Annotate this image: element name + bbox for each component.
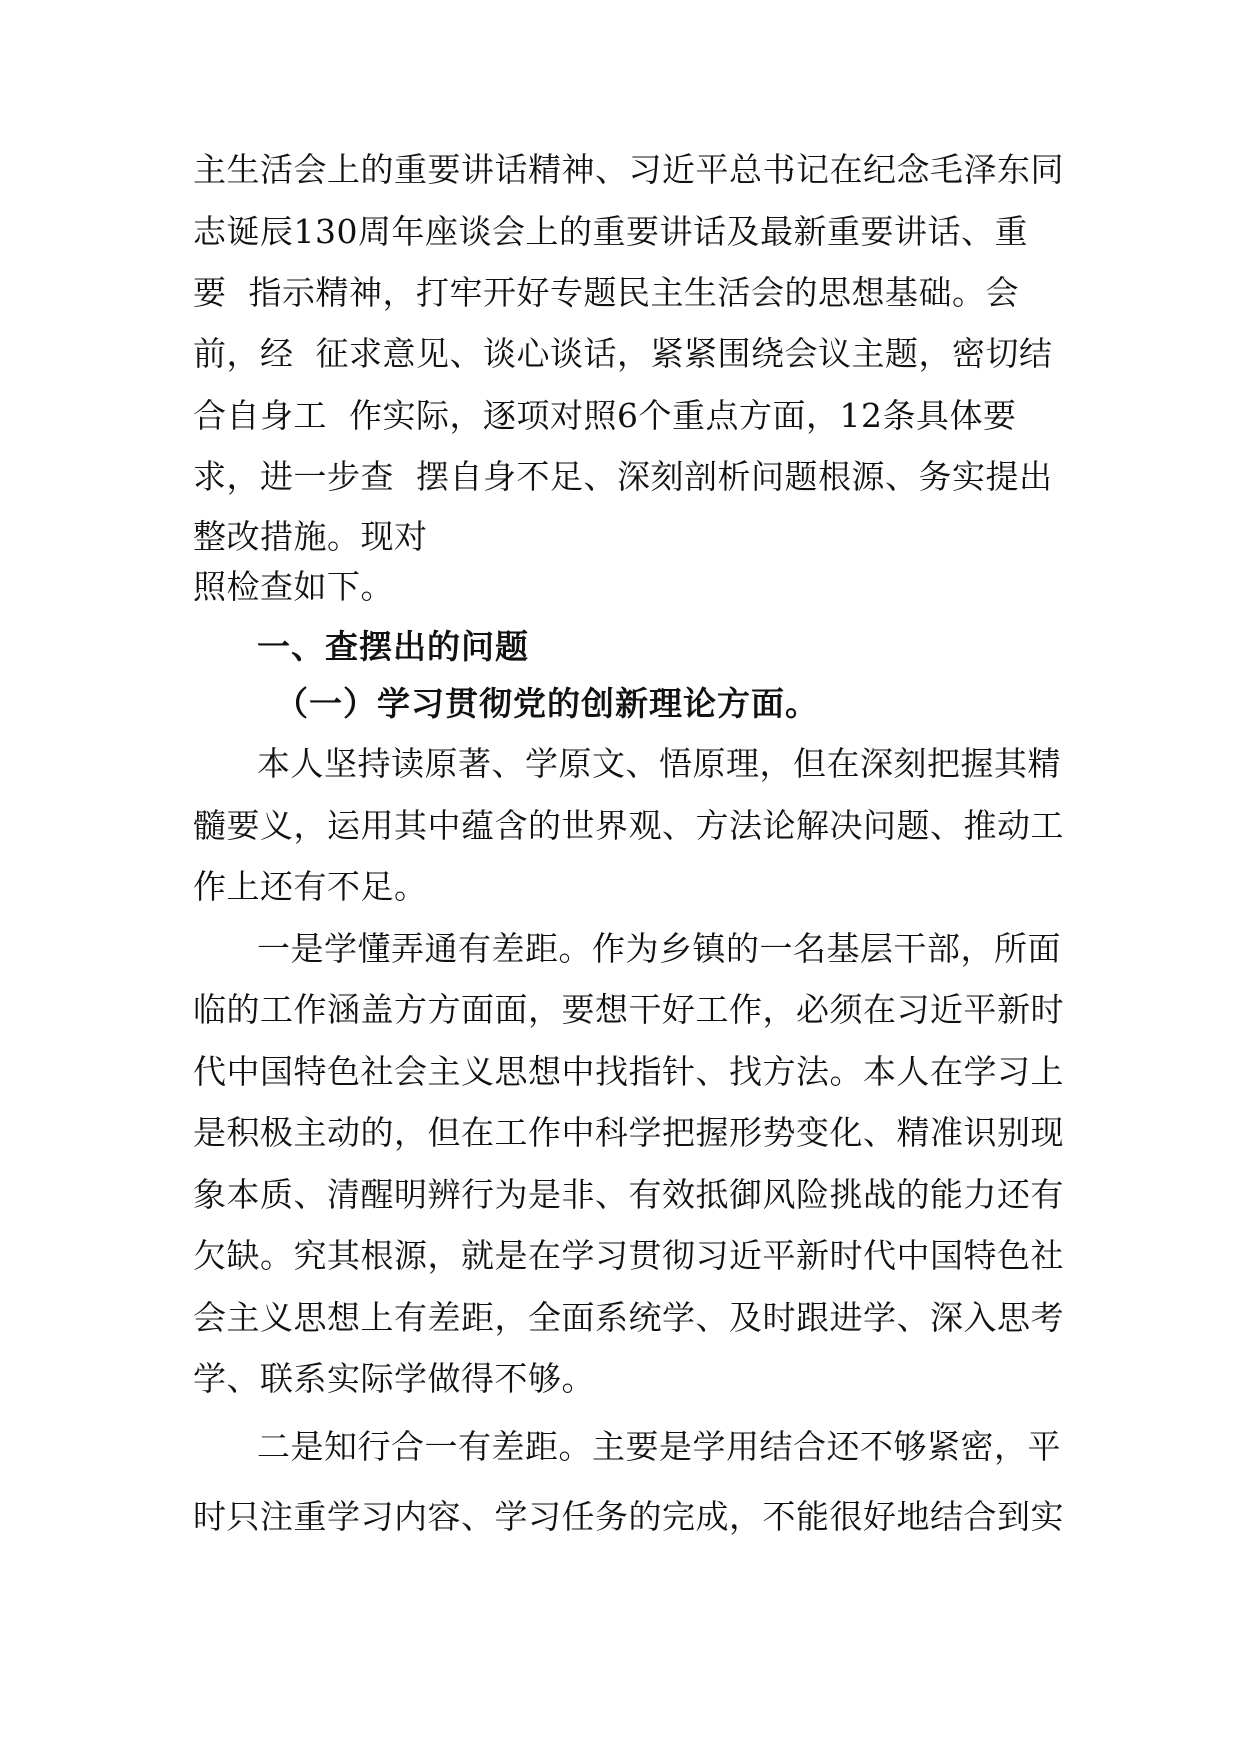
paragraph-line: 代中国特色社会主义思想中找指针、找方法。本人在学习上 [193,1052,1064,1091]
paragraph-line: 本人坚持读原著、学原文、悟原理，但在深刻把握其精 [257,744,1061,783]
intro-line: 合自身工 作实际，逐项对照6个重点方面，12条具体要 [193,396,1017,435]
intro-line: 求，进一步查 摆自身不足、深刻剖析问题根源、务实提出 [193,457,1053,496]
paragraph-line: 临的工作涵盖方方面面，要想干好工作，必须在习近平新时 [193,990,1064,1029]
paragraph-line: 二是知行合一有差距。主要是学用结合还不够紧密，平 [257,1427,1061,1466]
paragraph-line: 象本质、清醒明辨行为是非、有效抵御风险挑战的能力还有 [193,1175,1064,1214]
intro-line: 要 指示精神，打牢开好专题民主生活会的思想基础。会 [193,273,1019,312]
intro-line: 志诞辰130周年座谈会上的重要讲话及最新重要讲话、重 [193,212,1028,251]
intro-line: 前，经 征求意见、谈心谈话，紧紧围绕会议主题，密切结 [193,334,1053,373]
paragraph-line: 时只注重学习内容、学习任务的完成，不能很好地结合到实 [193,1497,1064,1536]
paragraph-line: 一是学懂弄通有差距。作为乡镇的一名基层干部，所面 [257,929,1061,968]
paragraph-line: 学、联系实际学做得不够。 [193,1359,595,1398]
intro-line: 主生活会上的重要讲话精神、习近平总书记在纪念毛泽东同 [193,150,1064,189]
subsection-heading: （一）学习贯彻党的创新理论方面。 [275,684,819,723]
paragraph-line: 欠缺。究其根源，就是在学习贯彻习近平新时代中国特色社 [193,1236,1064,1275]
paragraph-line: 髓要义，运用其中蕴含的世界观、方法论解决问题、推动工 [193,806,1064,845]
section-heading: 一、查摆出的问题 [257,627,529,666]
intro-line: 照检查如下。 [193,567,394,606]
paragraph-line: 是积极主动的，但在工作中科学把握形势变化、精准识别现 [193,1113,1064,1152]
paragraph-line: 作上还有不足。 [193,867,428,906]
intro-line: 整改措施。现对 [193,517,428,556]
paragraph-line: 会主义思想上有差距，全面系统学、及时跟进学、深入思考 [193,1298,1064,1337]
